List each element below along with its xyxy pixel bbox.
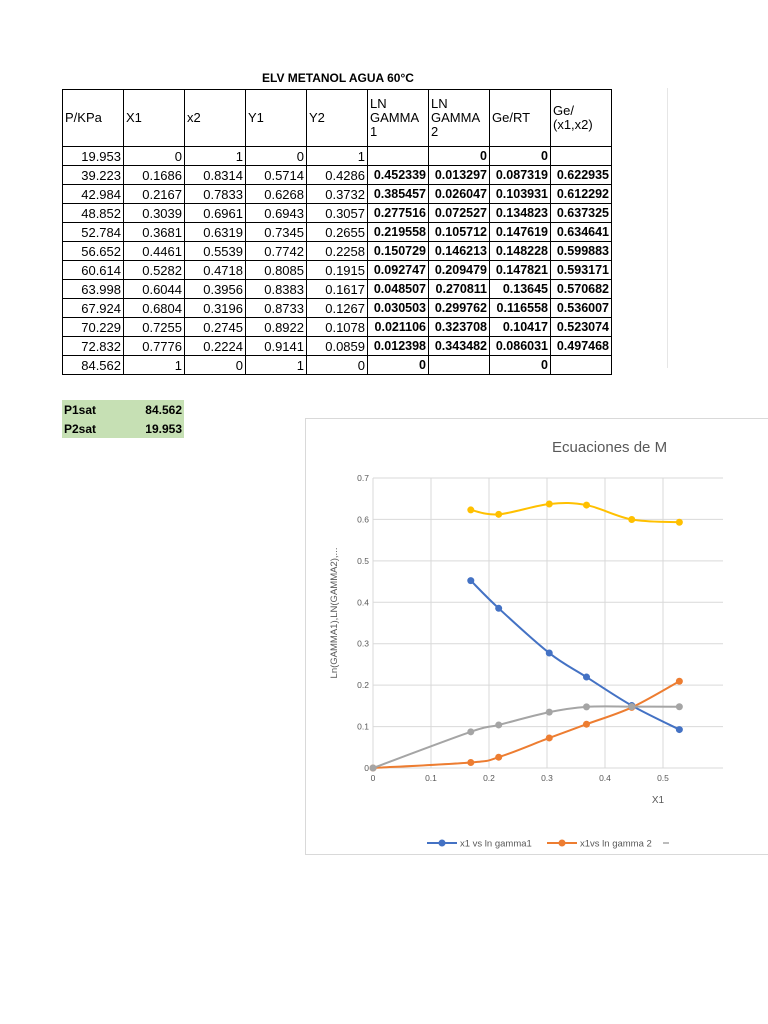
table-cell[interactable]	[429, 356, 490, 375]
y-tick-label: 0.6	[357, 514, 369, 525]
y-tick-label: 0.5	[357, 555, 369, 566]
table-cell[interactable]: 0.523074	[551, 318, 612, 337]
table-cell[interactable]: 0	[185, 356, 246, 375]
table-row	[63, 318, 612, 337]
table-cell[interactable]: 0.072527	[429, 204, 490, 223]
table-cell[interactable]: 0.6319	[185, 223, 246, 242]
table-row	[63, 147, 612, 166]
data-point	[467, 506, 474, 513]
table-cell[interactable]: 0.2655	[307, 223, 368, 242]
chart-title: Ecuaciones de M	[552, 439, 668, 456]
table-cell[interactable]: 0.116558	[490, 299, 551, 318]
table-cell[interactable]: 0.148228	[490, 242, 551, 261]
table-cell[interactable]: 0.6943	[246, 204, 307, 223]
table-cell[interactable]: 0.3681	[124, 223, 185, 242]
column-header[interactable]: LN GAMMA 2	[429, 90, 490, 147]
table-cell[interactable]: 56.652	[63, 242, 124, 261]
table-cell[interactable]	[368, 147, 429, 166]
data-point	[546, 734, 553, 741]
data-point	[583, 703, 590, 710]
column-header[interactable]: LN GAMMA 1	[368, 90, 429, 147]
table-cell[interactable]: 0.452339	[368, 166, 429, 185]
table-cell[interactable]: 0.9141	[246, 337, 307, 356]
table-cell[interactable]: 0.10417	[490, 318, 551, 337]
y-tick-label: 0.4	[357, 597, 369, 608]
data-point	[628, 516, 635, 523]
data-point	[628, 703, 635, 710]
table-cell[interactable]: 39.223	[63, 166, 124, 185]
table-cell[interactable]: 0.6961	[185, 204, 246, 223]
table-cell[interactable]: 42.984	[63, 185, 124, 204]
x-tick-label: 0.5	[657, 773, 669, 783]
table-cell[interactable]: 0.026047	[429, 185, 490, 204]
table-cell[interactable]: 0.219558	[368, 223, 429, 242]
y-tick-label: 0.3	[357, 638, 369, 649]
series-line	[373, 681, 679, 768]
x-tick-label: 0.2	[483, 773, 495, 783]
table-row	[63, 166, 612, 185]
table-cell[interactable]: 0.299762	[429, 299, 490, 318]
table-cell[interactable]: 0.147619	[490, 223, 551, 242]
column-header[interactable]: Ge/RT	[490, 90, 551, 147]
table-cell[interactable]: 1	[185, 147, 246, 166]
table-cell[interactable]: 0.277516	[368, 204, 429, 223]
table-cell[interactable]: 72.832	[63, 337, 124, 356]
table-cell[interactable]: 0.8733	[246, 299, 307, 318]
table-cell[interactable]: 0.0859	[307, 337, 368, 356]
y-tick-label: 0.1	[357, 721, 369, 732]
data-point	[546, 650, 553, 657]
table-cell[interactable]: 0	[246, 147, 307, 166]
table-cell[interactable]: 0.8314	[185, 166, 246, 185]
table-cell[interactable]: 0.2224	[185, 337, 246, 356]
table-cell[interactable]: 0.612292	[551, 185, 612, 204]
table-cell[interactable]: 0.8085	[246, 261, 307, 280]
table-cell[interactable]: 0.150729	[368, 242, 429, 261]
table-cell[interactable]: 0.270811	[429, 280, 490, 299]
table-cell[interactable]: 0.3057	[307, 204, 368, 223]
table-cell[interactable]: 0.7776	[124, 337, 185, 356]
chart-svg	[306, 419, 768, 854]
table-cell[interactable]: 0.3956	[185, 280, 246, 299]
table-row	[63, 185, 612, 204]
data-point	[495, 605, 502, 612]
x-tick-label: 0.4	[599, 773, 611, 783]
column-header[interactable]: Y2	[307, 90, 368, 147]
table-cell[interactable]: 0.8383	[246, 280, 307, 299]
table-cell[interactable]: 0.8922	[246, 318, 307, 337]
column-header[interactable]: x2	[185, 90, 246, 147]
table-cell[interactable]: 0.2745	[185, 318, 246, 337]
table-cell[interactable]: 0.634641	[551, 223, 612, 242]
data-point	[583, 721, 590, 728]
psat-label[interactable]: P2sat	[62, 419, 120, 438]
table-cell[interactable]: 0	[490, 356, 551, 375]
table-cell[interactable]: 0.103931	[490, 185, 551, 204]
table-cell[interactable]: 0.6268	[246, 185, 307, 204]
table-cell[interactable]: 0.3039	[124, 204, 185, 223]
table-cell[interactable]: 0.2258	[307, 242, 368, 261]
table-cell[interactable]: 0.7255	[124, 318, 185, 337]
table-cell[interactable]: 1	[124, 356, 185, 375]
series-line	[373, 706, 679, 768]
table-cell[interactable]: 0.030503	[368, 299, 429, 318]
table-cell[interactable]: 0.4718	[185, 261, 246, 280]
table-cell[interactable]: 0	[368, 356, 429, 375]
psat-row	[62, 400, 184, 419]
data-point	[495, 511, 502, 518]
table-cell[interactable]: 0.5539	[185, 242, 246, 261]
table-cell[interactable]: 1	[246, 356, 307, 375]
data-point	[495, 721, 502, 728]
legend-label: x1 vs ln gamma1	[460, 838, 532, 850]
psat-row	[62, 419, 184, 438]
data-point	[676, 726, 683, 733]
table-cell[interactable]: 0	[307, 356, 368, 375]
table-cell[interactable]: 0.593171	[551, 261, 612, 280]
table-row	[63, 337, 612, 356]
table-cell[interactable]: 0.1617	[307, 280, 368, 299]
table-cell[interactable]: 67.924	[63, 299, 124, 318]
table-cell[interactable]: 0.4461	[124, 242, 185, 261]
psat-value[interactable]: 19.953	[120, 419, 184, 438]
table-cell[interactable]: 0.5714	[246, 166, 307, 185]
data-point	[676, 703, 683, 710]
table-cell[interactable]: 0.087319	[490, 166, 551, 185]
column-header[interactable]: P/KPa	[63, 90, 124, 147]
data-point	[370, 765, 377, 772]
table-cell[interactable]: 0.1686	[124, 166, 185, 185]
table-cell[interactable]: 0	[490, 147, 551, 166]
table-cell[interactable]: 0.1078	[307, 318, 368, 337]
y-tick-label: 0	[364, 763, 369, 773]
elv-table	[62, 89, 612, 375]
table-row	[63, 356, 612, 375]
table-cell[interactable]: 0.012398	[368, 337, 429, 356]
table-row	[63, 204, 612, 223]
data-point	[583, 502, 590, 509]
table-cell[interactable]: 0.13645	[490, 280, 551, 299]
table-cell[interactable]: 0.6804	[124, 299, 185, 318]
legend-marker	[559, 840, 566, 847]
table-cell[interactable]: 0.146213	[429, 242, 490, 261]
table-cell[interactable]: 0.105712	[429, 223, 490, 242]
table-cell[interactable]: 70.229	[63, 318, 124, 337]
table-cell[interactable]: 0.2167	[124, 185, 185, 204]
table-cell[interactable]: 0.6044	[124, 280, 185, 299]
data-point	[676, 519, 683, 526]
table-cell[interactable]: 0.323708	[429, 318, 490, 337]
y-tick-label: 0.7	[357, 473, 369, 483]
psat-label[interactable]: P1sat	[62, 400, 120, 419]
table-cell[interactable]: 48.852	[63, 204, 124, 223]
table-cell[interactable]: 60.614	[63, 261, 124, 280]
data-point	[467, 577, 474, 584]
x-axis-label: X1	[651, 795, 665, 806]
y-axis-label: Ln(GAMMA1),LN(GAMMA2),...	[329, 547, 340, 679]
table-cell[interactable]: 0.622935	[551, 166, 612, 185]
table-cell[interactable]: 63.998	[63, 280, 124, 299]
table-cell[interactable]: 0.086031	[490, 337, 551, 356]
table-cell[interactable]: 0	[429, 147, 490, 166]
x-tick-label: 0	[370, 773, 376, 783]
table-cell[interactable]: 0.092747	[368, 261, 429, 280]
table-cell[interactable]: 0.3732	[307, 185, 368, 204]
table-row	[63, 242, 612, 261]
table-cell[interactable]: 0.637325	[551, 204, 612, 223]
table-cell[interactable]: 1	[307, 147, 368, 166]
table-cell[interactable]: 0.7742	[246, 242, 307, 261]
table-row	[63, 223, 612, 242]
table-cell[interactable]: 0.147821	[490, 261, 551, 280]
data-point	[546, 500, 553, 507]
data-point	[676, 678, 683, 685]
table-cell[interactable]: 0.570682	[551, 280, 612, 299]
table-cell[interactable]: 0.013297	[429, 166, 490, 185]
table-cell[interactable]: 0.4286	[307, 166, 368, 185]
x-tick-label: 0.1	[425, 773, 437, 783]
x-tick-label: 0.3	[541, 773, 553, 783]
table-cell[interactable]: 0.497468	[551, 337, 612, 356]
table-cell[interactable]: 0	[124, 147, 185, 166]
table-cell[interactable]: 0.048507	[368, 280, 429, 299]
chart-container[interactable]	[305, 418, 768, 855]
y-tick-label: 0.2	[357, 680, 369, 691]
data-point	[495, 754, 502, 761]
table-cell[interactable]: 19.953	[63, 147, 124, 166]
table-cell[interactable]: 0.209479	[429, 261, 490, 280]
table-cell[interactable]: 0.7833	[185, 185, 246, 204]
table-row	[63, 299, 612, 318]
data-point	[467, 759, 474, 766]
psat-value[interactable]: 84.562	[120, 400, 184, 419]
table-cell[interactable]: 0.343482	[429, 337, 490, 356]
table-cell[interactable]: 84.562	[63, 356, 124, 375]
table-cell[interactable]: 0.599883	[551, 242, 612, 261]
table-cell[interactable]: 0.385457	[368, 185, 429, 204]
table-cell[interactable]: 0.536007	[551, 299, 612, 318]
table-cell[interactable]: 0.7345	[246, 223, 307, 242]
table-row	[63, 261, 612, 280]
table-cell[interactable]: 0.134823	[490, 204, 551, 223]
data-point	[546, 709, 553, 716]
table-row	[63, 280, 612, 299]
legend-label: x1vs ln gamma 2	[580, 838, 652, 850]
table-cell[interactable]	[551, 147, 612, 166]
table-cell[interactable]: 0.1267	[307, 299, 368, 318]
table-header-row	[63, 90, 612, 147]
sheet-title: ELV METANOL AGUA 60°C	[262, 71, 414, 85]
column-header[interactable]: Y1	[246, 90, 307, 147]
table-cell[interactable]: 0.5282	[124, 261, 185, 280]
table-cell[interactable]: 0.021106	[368, 318, 429, 337]
psat-table	[62, 400, 184, 438]
table-cell[interactable]: 0.3196	[185, 299, 246, 318]
column-divider	[667, 88, 668, 368]
data-point	[583, 674, 590, 681]
data-point	[467, 728, 474, 735]
table-cell[interactable]: 0.1915	[307, 261, 368, 280]
column-header[interactable]: X1	[124, 90, 185, 147]
column-header[interactable]: Ge/ (x1,x2)	[551, 90, 612, 147]
table-cell[interactable]	[551, 356, 612, 375]
table-cell[interactable]: 52.784	[63, 223, 124, 242]
legend-marker	[439, 840, 446, 847]
